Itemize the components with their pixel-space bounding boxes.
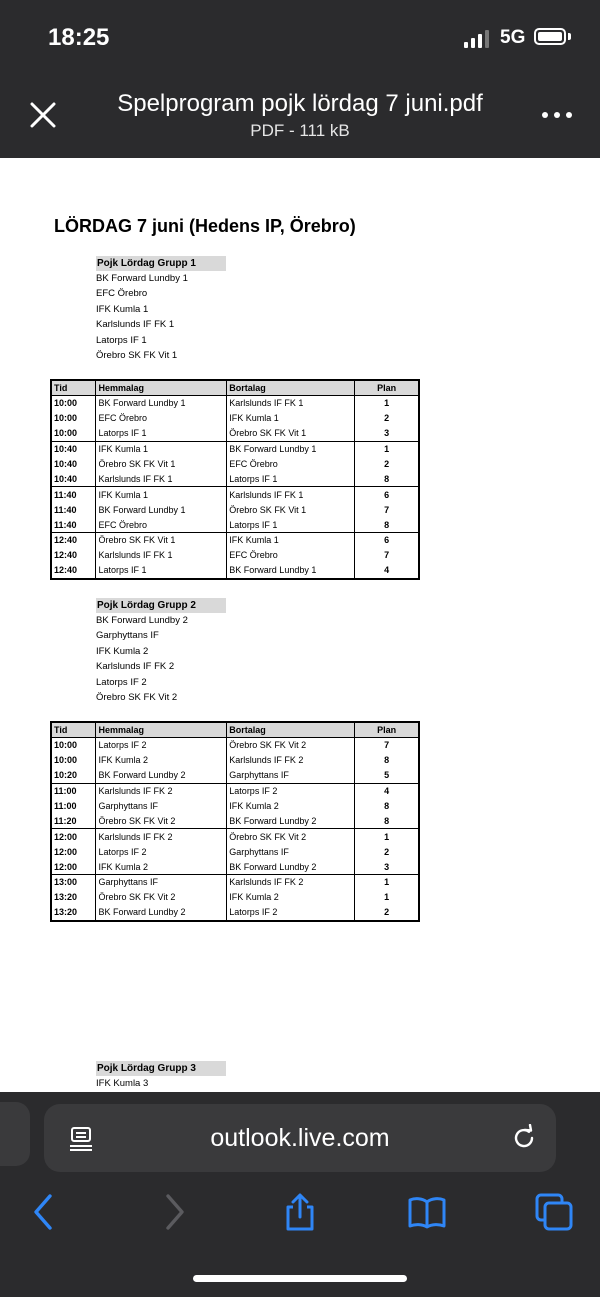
home-team: Latorps IF 2: [96, 844, 227, 859]
home-team: BK Forward Lundby 2: [96, 768, 227, 783]
match-time: 12:40: [54, 535, 78, 546]
close-icon[interactable]: [24, 96, 62, 134]
away-team: IFK Kumla 2: [227, 890, 355, 905]
match-time: 13:20: [54, 892, 78, 903]
status-time: 18:25: [48, 24, 110, 51]
group-title: Pojk Lördag Grupp 3: [96, 1061, 226, 1076]
home-team: BK Forward Lundby 1: [96, 396, 227, 411]
document-subtitle: PDF - 111 kB: [250, 121, 350, 140]
pitch-number: 1: [355, 441, 419, 456]
match-time: 11:40: [54, 489, 77, 500]
table-row: [51, 813, 419, 828]
pitch-number: 4: [355, 563, 419, 579]
table-row: [51, 905, 419, 921]
away-team: IFK Kumla 2: [227, 799, 355, 814]
match-time: 10:20: [51, 768, 96, 783]
away-team: BK Forward Lundby 1: [227, 441, 355, 456]
more-options-icon[interactable]: [540, 108, 574, 122]
battery-icon: [534, 28, 566, 45]
table-row: [51, 411, 419, 426]
pitch-number: 4: [355, 783, 419, 798]
away-team: Latorps IF 2: [227, 783, 355, 798]
team-item: Örebro SK FK Vit 2: [96, 691, 178, 703]
pitch-number: 8: [355, 799, 419, 814]
away-team: Garphyttans IF: [227, 768, 355, 783]
table-row: [51, 457, 419, 472]
pitch-number: 7: [355, 502, 419, 517]
home-team: Örebro SK FK Vit 1: [96, 457, 227, 472]
group-title: Pojk Lördag Grupp 2: [96, 598, 226, 613]
table-row: [51, 768, 419, 783]
pitch-number: 8: [355, 813, 419, 828]
home-team: BK Forward Lundby 1: [96, 502, 227, 517]
table-row: [51, 487, 419, 502]
team-item: BK Forward Lundby 1: [96, 273, 188, 284]
match-time: 11:00: [54, 801, 77, 811]
table-row: [51, 396, 419, 411]
home-team: Garphyttans IF: [96, 799, 227, 814]
away-team: Karlslunds IF FK 2: [227, 753, 355, 768]
table-row: [51, 502, 419, 517]
team-item: Örebro SK FK Vit 1: [96, 349, 178, 361]
match-time: 10:40: [54, 459, 78, 469]
col-header-bortalag: Bortalag: [227, 380, 355, 396]
pitch-number: 1: [355, 875, 419, 890]
table-row: [51, 799, 419, 814]
home-team: Latorps IF 1: [96, 563, 227, 579]
match-time: 10:40: [51, 471, 96, 486]
pitch-number: 2: [355, 457, 419, 472]
col-header-plan: Plan: [355, 380, 419, 396]
pitch-number: 1: [355, 890, 419, 905]
match-time: 10:40: [54, 444, 78, 455]
tabs-icon[interactable]: [534, 1192, 574, 1232]
away-team: BK Forward Lundby 2: [227, 813, 355, 828]
home-indicator[interactable]: [193, 1275, 407, 1282]
away-team: Latorps IF 2: [227, 905, 355, 921]
pitch-number: 2: [355, 411, 419, 426]
schedule-table-group2: [50, 721, 420, 922]
table-row: [51, 859, 419, 874]
match-time: 10:00: [54, 740, 78, 751]
away-team: Karlslunds IF FK 1: [227, 487, 355, 502]
team-item: IFK Kumla 3: [96, 1078, 149, 1089]
pitch-number: 1: [355, 396, 419, 411]
col-header-hemmalag: Hemmalag: [96, 380, 227, 396]
home-team: Garphyttans IF: [96, 875, 227, 890]
away-team: Latorps IF 1: [227, 517, 355, 532]
group3-list: [96, 1061, 356, 1091]
away-team: EFC Örebro: [227, 457, 355, 472]
table-row: [51, 738, 419, 753]
table-row: [51, 829, 419, 844]
table-header-row: [51, 380, 419, 396]
match-time: 11:00: [54, 786, 77, 797]
table-row: [51, 533, 419, 548]
home-team: Karlslunds IF FK 2: [96, 783, 227, 798]
schedule-table-group1: [50, 379, 420, 580]
home-team: BK Forward Lundby 2: [96, 905, 227, 921]
table-header-row: [51, 722, 419, 738]
away-team: Garphyttans IF: [227, 844, 355, 859]
col-header-tid: Tid: [51, 722, 96, 738]
pdf-heading: LÖRDAG 7 juni (Hedens IP, Örebro): [54, 216, 356, 236]
match-time: 12:40: [54, 550, 78, 561]
match-time: 13:20: [51, 905, 96, 921]
home-team: EFC Örebro: [96, 517, 227, 532]
match-time: 10:00: [54, 413, 78, 424]
away-team: Örebro SK FK Vit 1: [227, 426, 355, 441]
match-time: 13:00: [54, 877, 78, 888]
pdf-page[interactable]: [0, 158, 600, 1092]
network-type: 5G: [500, 27, 526, 48]
status-bar: [0, 0, 600, 72]
away-team: BK Forward Lundby 1: [227, 563, 355, 579]
away-team: Karlslunds IF FK 2: [227, 875, 355, 890]
table-row: [51, 471, 419, 486]
col-header-bortalag: Bortalag: [227, 722, 355, 738]
home-team: Karlslunds IF FK 1: [96, 471, 227, 486]
battery-tip: [568, 33, 571, 40]
cellular-signal-icon: [464, 30, 490, 48]
team-item: IFK Kumla 1: [96, 303, 149, 315]
col-header-plan: Plan: [355, 722, 419, 738]
pitch-number: 8: [355, 753, 419, 768]
forward-icon[interactable]: [154, 1192, 194, 1232]
match-time: 11:20: [51, 813, 96, 828]
match-time: 11:40: [54, 504, 77, 515]
share-icon[interactable]: [280, 1192, 320, 1232]
match-time: 11:40: [51, 517, 96, 532]
team-item: Latorps IF 2: [96, 676, 147, 688]
table-row: [51, 548, 419, 563]
away-team: Karlslunds IF FK 1: [227, 396, 355, 411]
pitch-number: 3: [355, 426, 419, 441]
table-row: [51, 517, 419, 532]
home-team: Karlslunds IF FK 2: [96, 829, 227, 844]
match-time: 10:00: [54, 398, 78, 409]
back-icon[interactable]: [24, 1192, 64, 1232]
home-team: IFK Kumla 1: [96, 487, 227, 502]
reload-icon[interactable]: [510, 1124, 538, 1152]
pitch-number: 3: [355, 859, 419, 874]
pitch-number: 7: [355, 548, 419, 563]
team-item: Latorps IF 1: [96, 334, 147, 346]
match-time: 10:00: [51, 426, 96, 441]
home-team: Latorps IF 2: [96, 738, 227, 753]
previous-tab-pill[interactable]: [0, 1102, 30, 1166]
home-team: Latorps IF 1: [96, 426, 227, 441]
browser-toolbar: [0, 1092, 600, 1297]
table-row: [51, 890, 419, 905]
pitch-number: 2: [355, 844, 419, 859]
pitch-number: 6: [355, 487, 419, 502]
team-item: IFK Kumla 2: [96, 645, 149, 657]
pitch-number: 6: [355, 533, 419, 548]
group2-list: [96, 598, 356, 705]
pitch-number: 5: [355, 768, 419, 783]
table-row: [51, 426, 419, 441]
away-team: Örebro SK FK Vit 2: [227, 829, 355, 844]
pitch-number: 2: [355, 905, 419, 921]
home-team: IFK Kumla 2: [96, 753, 227, 768]
away-team: BK Forward Lundby 2: [227, 859, 355, 874]
pitch-number: 7: [355, 738, 419, 753]
col-header-tid: Tid: [51, 380, 96, 396]
group-title: Pojk Lördag Grupp 1: [96, 256, 226, 271]
away-team: IFK Kumla 1: [227, 411, 355, 426]
team-item: Karlslunds IF FK 2: [96, 661, 175, 673]
group1-list: [96, 256, 356, 363]
pitch-number: 8: [355, 517, 419, 532]
match-time: 12:00: [54, 846, 78, 857]
col-header-hemmalag: Hemmalag: [96, 722, 227, 738]
bookmarks-icon[interactable]: [407, 1192, 447, 1232]
home-team: IFK Kumla 1: [96, 441, 227, 456]
team-item: Karlslunds IF FK 1: [96, 319, 175, 331]
match-time: 12:40: [51, 563, 96, 579]
table-row: [51, 563, 419, 579]
pitch-number: 1: [355, 829, 419, 844]
team-item: BK Forward Lundby 2: [96, 615, 188, 626]
away-team: Örebro SK FK Vit 1: [227, 502, 355, 517]
team-item: Garphyttans IF: [96, 630, 159, 642]
table-row: [51, 844, 419, 859]
home-team: EFC Örebro: [96, 411, 227, 426]
home-team: IFK Kumla 2: [96, 859, 227, 874]
away-team: Latorps IF 1: [227, 471, 355, 486]
pitch-number: 8: [355, 471, 419, 486]
document-title: Spelprogram pojk lördag 7 juni.pdf: [117, 90, 483, 117]
home-team: Örebro SK FK Vit 2: [96, 813, 227, 828]
table-row: [51, 875, 419, 890]
match-time: 10:00: [54, 755, 78, 766]
team-item: EFC Örebro: [96, 288, 148, 300]
home-team: Örebro SK FK Vit 1: [96, 533, 227, 548]
viewer-header: [0, 72, 600, 158]
url-text: outlook.live.com: [210, 1124, 390, 1152]
away-team: EFC Örebro: [227, 548, 355, 563]
away-team: Örebro SK FK Vit 2: [227, 738, 355, 753]
away-team: IFK Kumla 1: [227, 533, 355, 548]
home-team: Karlslunds IF FK 1: [96, 548, 227, 563]
match-time: 12:00: [54, 831, 78, 842]
table-row: [51, 753, 419, 768]
table-row: [51, 441, 419, 456]
address-bar[interactable]: [44, 1104, 556, 1172]
match-time: 12:00: [51, 859, 96, 874]
table-row: [51, 783, 419, 798]
home-team: Örebro SK FK Vit 2: [96, 890, 227, 905]
